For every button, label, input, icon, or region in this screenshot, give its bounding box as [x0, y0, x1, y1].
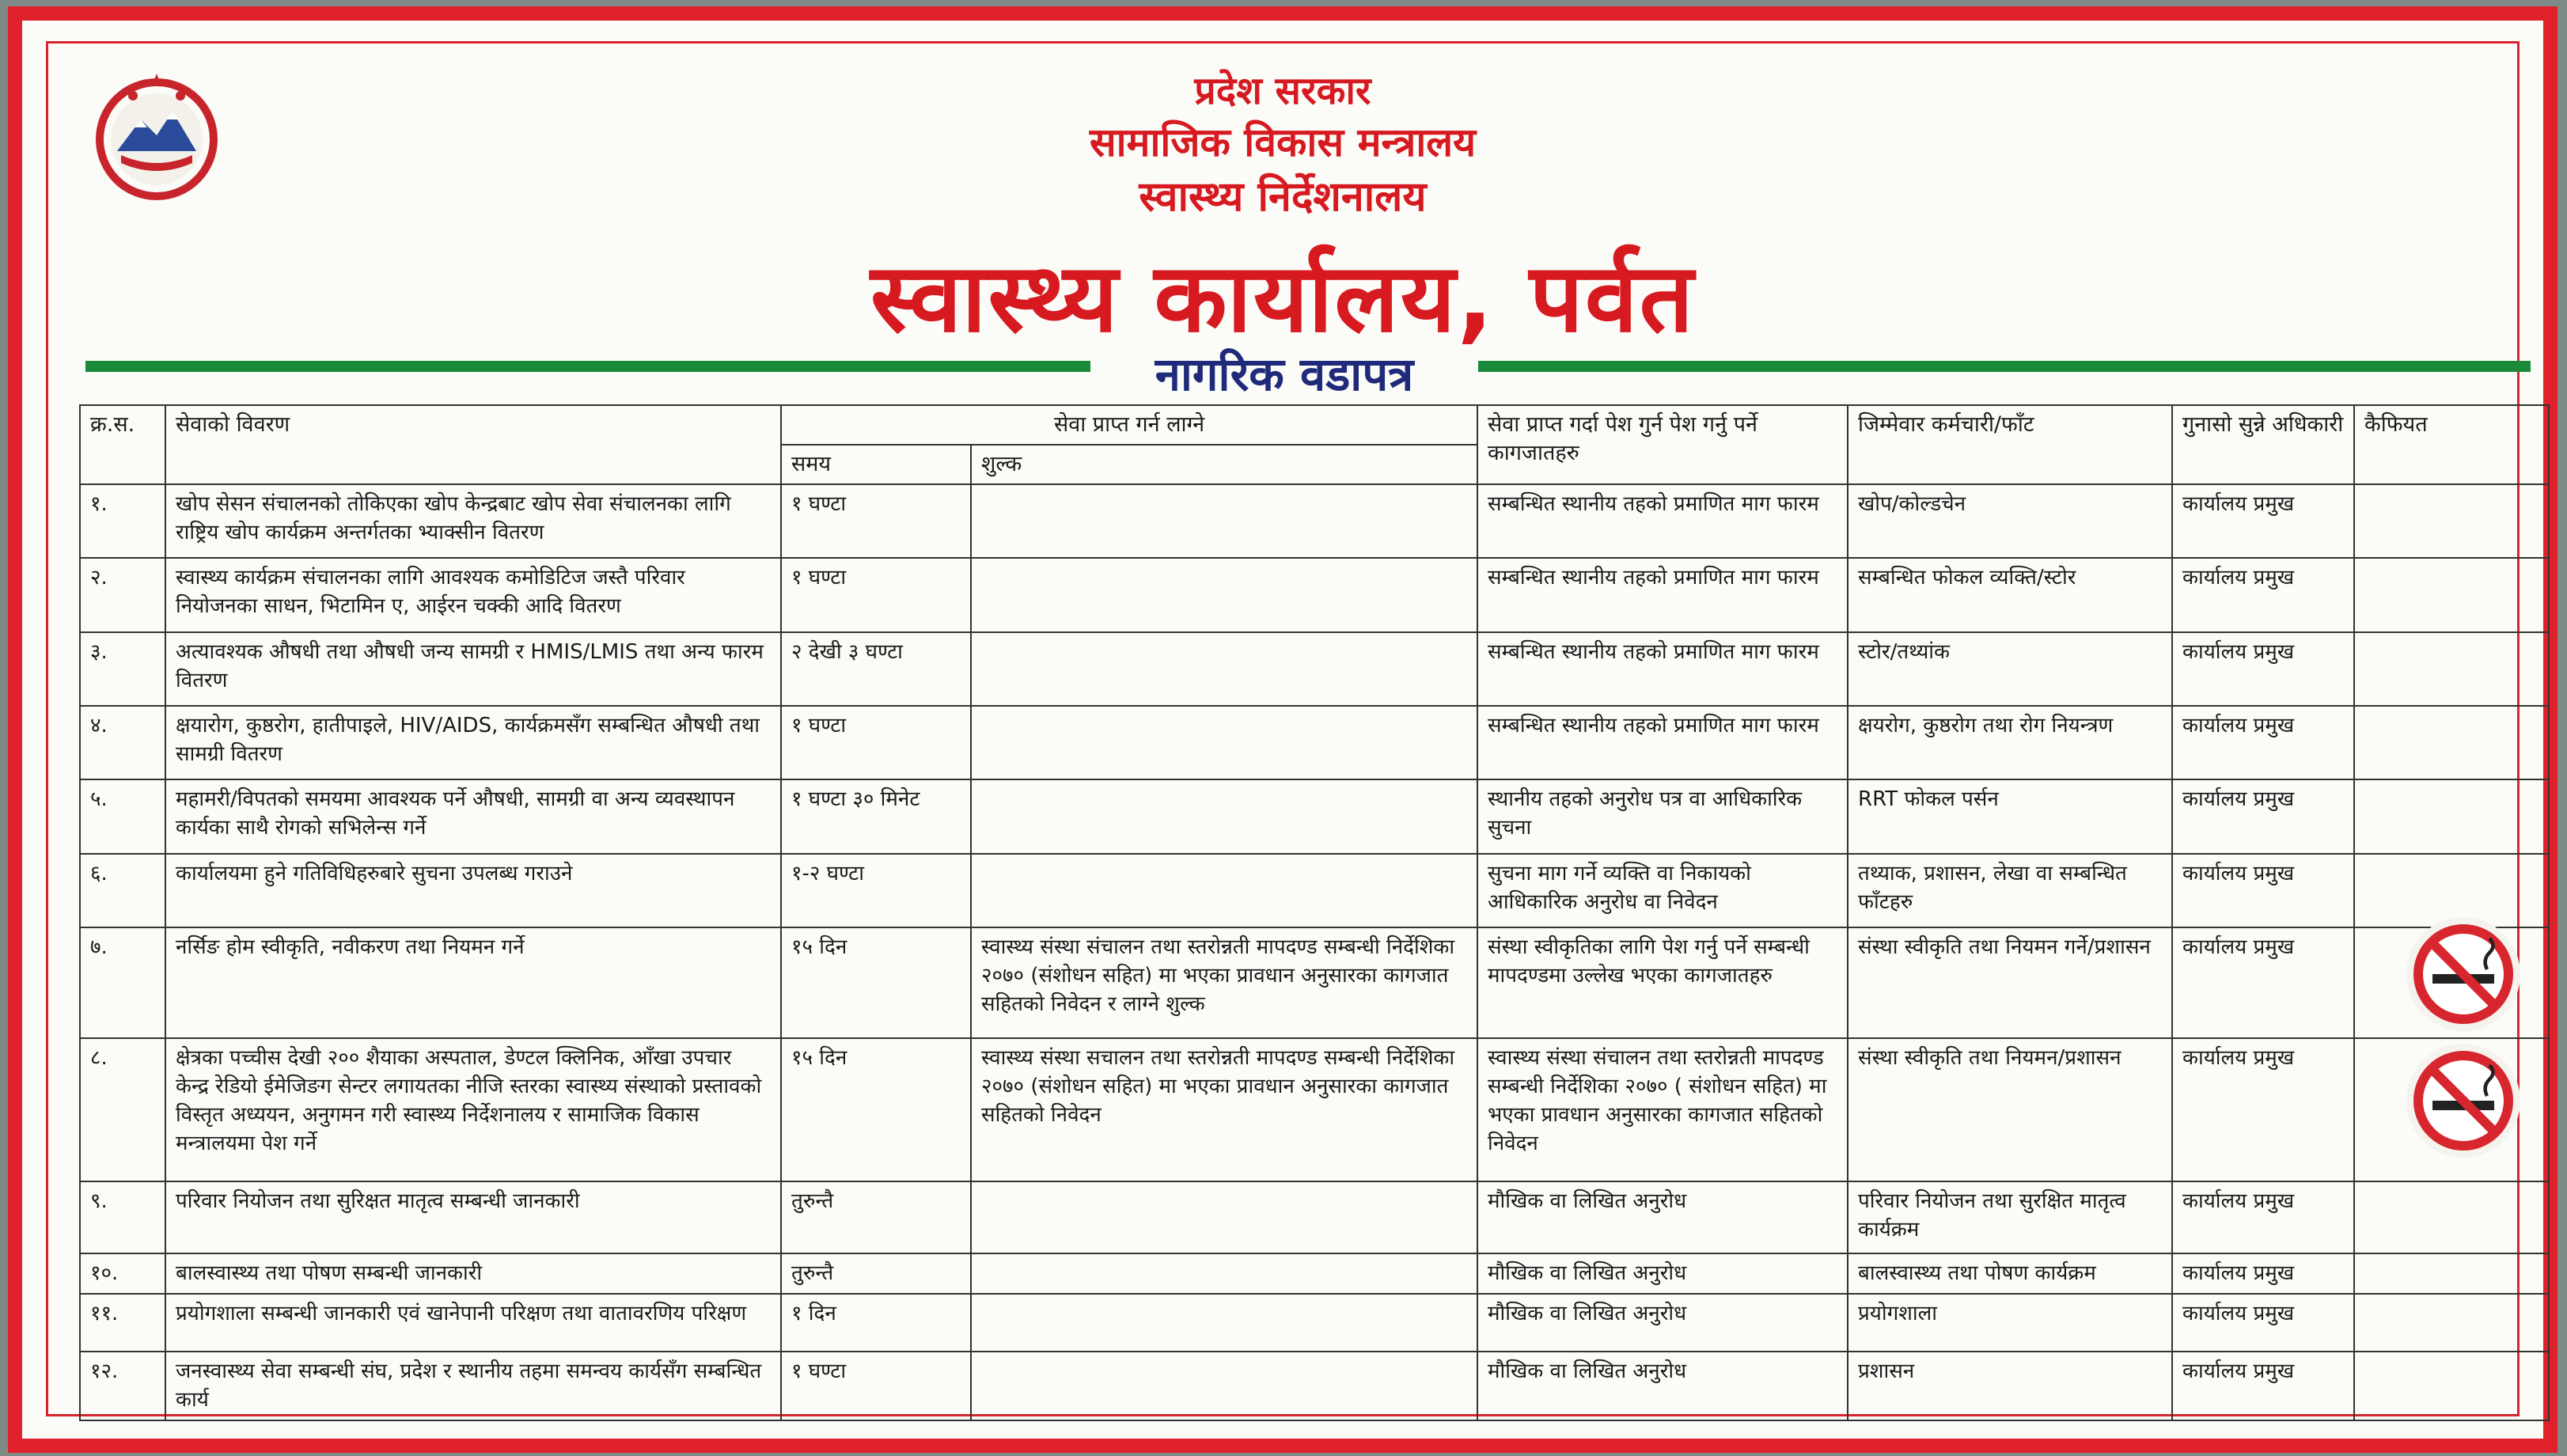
citizen-charter-board	[8, 6, 2558, 1453]
cell-fee	[971, 854, 1477, 927]
cell-documents: सम्बन्धित स्थानीय तहको प्रमाणित माग फारम	[1477, 484, 1848, 558]
cell-remarks	[2354, 779, 2549, 853]
cell-sn: ७.	[80, 927, 165, 1038]
cell-documents: मौखिक वा लिखित अनुरोध	[1477, 1352, 1848, 1420]
header-fee: शुल्क	[971, 445, 1477, 484]
cell-documents: मौखिक वा लिखित अनुरोध	[1477, 1253, 1848, 1294]
cell-sn: २.	[80, 558, 165, 631]
table-row	[80, 484, 2549, 558]
cell-responsible: क्षयरोग, कुष्ठरोग तथा रोग नियन्त्रण	[1848, 706, 2172, 779]
table-row	[80, 1181, 2549, 1253]
cell-grievance: कार्यालय प्रमुख	[2172, 1352, 2354, 1420]
directorate-heading: स्वास्थ्य निर्देशनालय	[1139, 173, 1427, 221]
cell-responsible: प्रयोगशाला	[1848, 1294, 2172, 1352]
cell-sn: १०.	[80, 1253, 165, 1294]
cell-responsible: बालस्वास्थ्य तथा पोषण कार्यक्रम	[1848, 1253, 2172, 1294]
table-row	[80, 1294, 2549, 1352]
cell-service: महामरी/विपतको समयमा आवश्यक पर्ने औषधी, सामग्री वा अन्य व्यवस्थापन कार्यका साथै रोगको सभिलेन्स गर्ने	[165, 779, 781, 853]
cell-grievance: कार्यालय प्रमुख	[2172, 927, 2354, 1038]
cell-time: १ घण्टा	[781, 1352, 971, 1420]
cell-fee	[971, 484, 1477, 558]
cell-documents: सुचना माग गर्ने व्यक्ति वा निकायको आधिकारिक अनुरोध वा निवेदन	[1477, 854, 1848, 927]
province-government-heading: प्रदेश सरकार	[1194, 69, 1371, 113]
cell-time: तुरुन्तै	[781, 1181, 971, 1253]
cell-responsible: सम्बन्धित फोकल व्यक्ति/स्टोर	[1848, 558, 2172, 631]
header-service: सेवाको विवरण	[165, 405, 781, 484]
table-row	[80, 558, 2549, 631]
cell-responsible: RRT फोकल पर्सन	[1848, 779, 2172, 853]
cell-responsible: संस्था स्वीकृति तथा नियमन/प्रशासन	[1848, 1038, 2172, 1181]
cell-time: १५ दिन	[781, 927, 971, 1038]
cell-service: जनस्वास्थ्य सेवा सम्बन्धी संघ, प्रदेश र स्थानीय तहमा समन्वय कार्यसँग सम्बन्धित कार्य	[165, 1352, 781, 1420]
ministry-heading: सामाजिक विकास मन्त्रालय	[1089, 119, 1477, 165]
cell-sn: ५.	[80, 779, 165, 853]
cell-time: १ घण्टा ३० मिनेट	[781, 779, 971, 853]
table-row	[80, 854, 2549, 927]
cell-time: तुरुन्तै	[781, 1253, 971, 1294]
table-row	[80, 1352, 2549, 1420]
cell-responsible: स्टोर/तथ्यांक	[1848, 632, 2172, 706]
cell-fee	[971, 1253, 1477, 1294]
cell-documents: मौखिक वा लिखित अनुरोध	[1477, 1181, 1848, 1253]
cell-service: क्षेत्रका पच्चीस देखी २०० शैयाका अस्पताल, डेण्टल क्लिनिक, आँखा उपचार केन्द्र रेडियो ईमेजिङग सेन्टर लगायतका नीजि स्तरका स्वास्थ्य संस्थाको प्रस्तावको विस्तृत अध्ययन, अनुगमन गरी स्वास्थ्य निर्देशनालय र सामाजिक विकास मन्त्रालयमा पेश गर्ने	[165, 1038, 781, 1181]
header-responsible: जिम्मेवार कर्मचारी/फाँट	[1848, 405, 2172, 484]
cell-grievance: कार्यालय प्रमुख	[2172, 706, 2354, 779]
cell-sn: ८.	[80, 1038, 165, 1181]
cell-service: परिवार नियोजन तथा सुरिक्षत मातृत्व सम्बन्धी जानकारी	[165, 1181, 781, 1253]
cell-remarks	[2354, 558, 2549, 631]
cell-grievance: कार्यालय प्रमुख	[2172, 1181, 2354, 1253]
cell-grievance: कार्यालय प्रमुख	[2172, 1253, 2354, 1294]
cell-fee: स्वास्थ्य संस्था सचालन तथा स्तरोन्नती मापदण्ड सम्बन्धी निर्देशिका २०७० (संशोधन सहित) मा भएका प्रावधान अनुसारका कागजात सहितको निवेदन	[971, 1038, 1477, 1181]
cell-documents: स्वास्थ्य संस्था संचालन तथा स्तरोन्नती मापदण्ड सम्बन्धी निर्देशिका २०७० ( संशोधन सहित) मा भएका प्रावधान अनुसारका कागजात सहितको निवेदन	[1477, 1038, 1848, 1181]
header-documents: सेवा प्राप्त गर्दा पेश गुर्न पेश गर्नु पर्ने कागजातहरु	[1477, 405, 1848, 484]
cell-documents: स्थानीय तहको अनुरोध पत्र वा आधिकारिक सुचना	[1477, 779, 1848, 853]
cell-service: खोप सेसन संचालनको तोकिएका खोप केन्द्रबाट खोप सेवा संचालनका लागि राष्ट्रिय खोप कार्यक्रम अन्तर्गतका भ्याक्सीन वितरण	[165, 484, 781, 558]
cell-time: १५ दिन	[781, 1038, 971, 1181]
cell-sn: १.	[80, 484, 165, 558]
cell-fee	[971, 1352, 1477, 1420]
divider-right	[1478, 361, 2531, 372]
cell-documents: सम्बन्धित स्थानीय तहको प्रमाणित माग फारम	[1477, 558, 1848, 631]
no-smoking-icon	[2404, 915, 2523, 1033]
cell-time: २ देखी ३ घण्टा	[781, 632, 971, 706]
cell-service: प्रयोगशाला सम्बन्धी जानकारी एवं खानेपानी परिक्षण तथा वातावरणिय परिक्षण	[165, 1294, 781, 1352]
cell-fee	[971, 1294, 1477, 1352]
cell-time: १ घण्टा	[781, 706, 971, 779]
cell-remarks	[2354, 484, 2549, 558]
cell-sn: १२.	[80, 1352, 165, 1420]
cell-documents: संस्था स्वीकृतिका लागि पेश गर्नु पर्ने सम्बन्धी मापदण्डमा उल्लेख भएका कागजातहरु	[1477, 927, 1848, 1038]
header-sn: क्र.स.	[80, 405, 165, 484]
citizen-charter-table	[79, 404, 2550, 1421]
cell-grievance: कार्यालय प्रमुख	[2172, 484, 2354, 558]
cell-grievance: कार्यालय प्रमुख	[2172, 779, 2354, 853]
cell-responsible: तथ्याक, प्रशासन, लेखा वा सम्बन्धित फाँटहरु	[1848, 854, 2172, 927]
cell-responsible: संस्था स्वीकृति तथा नियमन गर्ने/प्रशासन	[1848, 927, 2172, 1038]
cell-time: १ घण्टा	[781, 484, 971, 558]
header-time: समय	[781, 445, 971, 484]
table-row	[80, 706, 2549, 779]
cell-sn: ११.	[80, 1294, 165, 1352]
cell-fee	[971, 706, 1477, 779]
cell-remarks	[2354, 1294, 2549, 1352]
header-grievance: गुनासो सुन्ने अधिकारी	[2172, 405, 2354, 484]
table-row	[80, 1038, 2549, 1181]
cell-time: १ दिन	[781, 1294, 971, 1352]
cell-service: नर्सिङ होम स्वीकृति, नवीकरण तथा नियमन गर्ने	[165, 927, 781, 1038]
header-remarks: कैफियत	[2354, 405, 2549, 484]
cell-remarks	[2354, 1181, 2549, 1253]
cell-fee	[971, 779, 1477, 853]
cell-responsible: खोप/कोल्डचेन	[1848, 484, 2172, 558]
cell-documents: मौखिक वा लिखित अनुरोध	[1477, 1294, 1848, 1352]
cell-fee	[971, 1181, 1477, 1253]
cell-documents: सम्बन्धित स्थानीय तहको प्रमाणित माग फारम	[1477, 632, 1848, 706]
cell-fee	[971, 632, 1477, 706]
table-row	[80, 632, 2549, 706]
cell-grievance: कार्यालय प्रमुख	[2172, 632, 2354, 706]
table-row	[80, 1253, 2549, 1294]
table-row	[80, 927, 2549, 1038]
no-smoking-icon	[2404, 1041, 2523, 1160]
cell-fee	[971, 558, 1477, 631]
divider-left	[85, 361, 1090, 372]
cell-responsible: परिवार नियोजन तथा सुरक्षित मातृत्व कार्यक्रम	[1848, 1181, 2172, 1253]
cell-responsible: प्रशासन	[1848, 1352, 2172, 1420]
table-row	[80, 779, 2549, 853]
cell-time: १-२ घण्टा	[781, 854, 971, 927]
cell-service: अत्यावश्यक औषधी तथा औषधी जन्य सामग्री र HMIS/LMIS तथा अन्य फारम वितरण	[165, 632, 781, 706]
cell-remarks	[2354, 1253, 2549, 1294]
cell-grievance: कार्यालय प्रमुख	[2172, 1038, 2354, 1181]
cell-documents: सम्बन्धित स्थानीय तहको प्रमाणित माग फारम	[1477, 706, 1848, 779]
cell-grievance: कार्यालय प्रमुख	[2172, 1294, 2354, 1352]
charter-title: नागरिक वडापत्र	[1155, 347, 1414, 401]
cell-service: स्वास्थ्य कार्यक्रम संचालनका लागि आवश्यक कमोडिटिज जस्तै परिवार नियोजनका साधन, भिटामिन ए, आईरन चक्की आदि वितरण	[165, 558, 781, 631]
cell-sn: ३.	[80, 632, 165, 706]
cell-sn: ९.	[80, 1181, 165, 1253]
cell-grievance: कार्यालय प्रमुख	[2172, 854, 2354, 927]
header-receive-group: सेवा प्राप्त गर्न लाग्ने	[781, 405, 1477, 445]
cell-grievance: कार्यालय प्रमुख	[2172, 558, 2354, 631]
cell-remarks	[2354, 706, 2549, 779]
cell-sn: ६.	[80, 854, 165, 927]
cell-service: क्षयारोग, कुष्ठरोग, हातीपाइले, HIV/AIDS, कार्यक्रमसँग सम्बन्धित औषधी तथा सामग्री वितरण	[165, 706, 781, 779]
cell-remarks	[2354, 632, 2549, 706]
office-title: स्वास्थ्य कार्यालय, पर्वत	[870, 244, 1695, 354]
cell-service: बालस्वास्थ्य तथा पोषण सम्बन्धी जानकारी	[165, 1253, 781, 1294]
cell-time: १ घण्टा	[781, 558, 971, 631]
cell-sn: ४.	[80, 706, 165, 779]
cell-fee: स्वास्थ्य संस्था संचालन तथा स्तरोन्नती मापदण्ड सम्बन्धी निर्देशिका २०७० (संशोधन सहित) मा भएका प्रावधान अनुसारका कागजात सहितको निवेदन र लाग्ने शुल्क	[971, 927, 1477, 1038]
cell-service: कार्यालयमा हुने गतिविधिहरुबारे सुचना उपलब्ध गराउने	[165, 854, 781, 927]
cell-remarks	[2354, 1352, 2549, 1420]
